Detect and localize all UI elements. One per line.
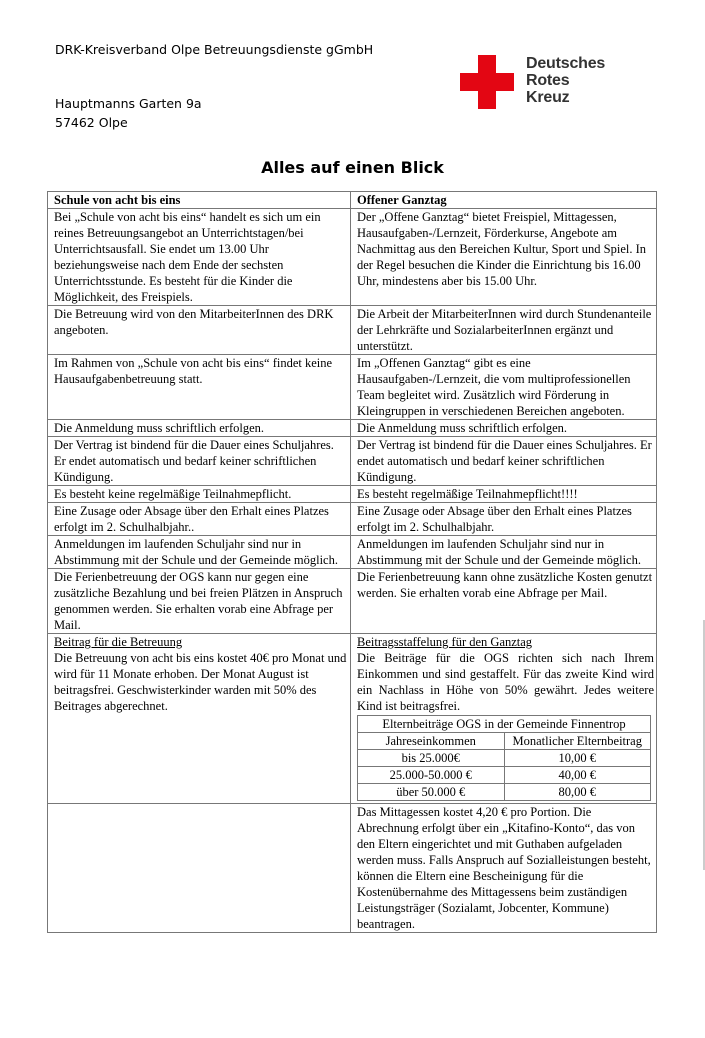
table-row <box>48 420 657 437</box>
table-row <box>48 486 657 503</box>
fee-amount: 10,00 € <box>504 750 651 767</box>
cell-ogs: Der „Offene Ganztag“ bietet Freispiel, Mittagessen, Hausaufgaben-/Lernzeit, Förderkurse, Angebote am Nachmittag aus den Bereichen Kultur, Sport und Spiel. In der Regel besuchen die Kinder die Einrichtung bis 16.00 Uhr, mindestens aber bis 15.00 Uhr. <box>351 209 657 306</box>
cell-ogs: Die Anmeldung muss schriftlich erfolgen. <box>351 420 657 437</box>
fee-table-title: Elternbeiträge OGS in der Gemeinde Finnentrop <box>358 716 651 733</box>
table-row <box>48 355 657 420</box>
fee-row <box>358 750 651 767</box>
address-city: 57462 Olpe <box>55 115 128 130</box>
address-street: Hauptmanns Garten 9a <box>55 96 202 111</box>
cell-ogs: Die Arbeit der MitarbeiterInnen wird durch Stundenanteile der Lehrkräfte und SozialarbeiterInnen ergänzt und unterstützt. <box>351 306 657 355</box>
col-header-ogs: Offener Ganztag <box>351 192 657 209</box>
cell-school: Im Rahmen von „Schule von acht bis eins“ findet keine Hausaufgabenbetreuung statt. <box>48 355 351 420</box>
cell-ogs: Der Vertrag ist bindend für die Dauer eines Schuljahres. Er endet automatisch und bedarf keiner schriftlichen Kündigung. <box>351 437 657 486</box>
cell-school: Die Anmeldung muss schriftlich erfolgen. <box>48 420 351 437</box>
cell-school: Die Betreuung wird von den MitarbeiterInnen des DRK angeboten. <box>48 306 351 355</box>
cell-school: Die Ferienbetreuung der OGS kann nur gegen eine zusätzliche Bezahlung und bei freien Plätzen in Anspruch genommen werden. Sie erhalten vorab eine Abfrage per Mail. <box>48 569 351 634</box>
lunch-row <box>48 804 657 933</box>
cell-ogs: Im „Offenen Ganztag“ gibt es eine Hausaufgaben-/Lernzeit, die vom multiprofessionellen Team begleitet wird. Zusätzlich wird Förderung in Kleingruppen in verschiedenen Bereichen angeboten. <box>351 355 657 420</box>
fee-col-income: Jahreseinkommen <box>358 733 505 750</box>
cell-school: Bei „Schule von acht bis eins“ handelt es sich um ein reines Betreuungsangebot an Unterrichtstagen/bei Unterrichtsausfall. Sie endet um 13.00 Uhr beziehungsweise nach dem Ende der sechsten Unterrichtsstunde. Es besteht für die Kinder die Möglichkeit, des Freispiels. <box>48 209 351 306</box>
logo-line-2: Rotes <box>526 72 570 89</box>
fee-row <box>358 784 651 801</box>
fee-amount: 40,00 € <box>504 767 651 784</box>
fee-col-amount: Monatlicher Elternbeitrag <box>504 733 651 750</box>
cell-ogs: Anmeldungen im laufenden Schuljahr sind nur in Abstimmung mit der Schule und der Gemeinde möglich. <box>351 536 657 569</box>
cell-school: Eine Zusage oder Absage über den Erhalt eines Platzes erfolgt im 2. Schulhalbjahr.. <box>48 503 351 536</box>
ogs-fees-heading: Beitragsstaffelung für den Ganztag <box>357 635 533 649</box>
table-row <box>48 437 657 486</box>
cell-ogs: Es besteht regelmäßige Teilnahmepflicht!!!! <box>351 486 657 503</box>
fees-row <box>48 634 657 804</box>
col-header-school: Schule von acht bis eins <box>48 192 351 209</box>
table-row <box>48 306 657 355</box>
table-row <box>48 209 657 306</box>
cell-school-fees <box>48 634 351 804</box>
school-fees-heading: Beitrag für die Betreuung <box>54 635 183 649</box>
page-title: Alles auf einen Blick <box>261 158 444 177</box>
cell-ogs: Eine Zusage oder Absage über den Erhalt eines Platzes erfolgt im 2. Schulhalbjahr. <box>351 503 657 536</box>
table-row <box>48 536 657 569</box>
table-header-row <box>48 192 657 209</box>
red-cross-icon <box>460 55 514 109</box>
fee-income: 25.000-50.000 € <box>358 767 505 784</box>
cell-school-lunch <box>48 804 351 933</box>
cell-school: Der Vertrag ist bindend für die Dauer eines Schuljahres. Er endet automatisch und bedarf keiner schriftlichen Kündigung. <box>48 437 351 486</box>
fee-row <box>358 767 651 784</box>
fee-income: über 50.000 € <box>358 784 505 801</box>
ogs-fees-text: Die Beiträge für die OGS richten sich nach Ihrem Einkommen und sind gestaffelt. Für das zweite Kind wird ein Nachlass in Höhe von 50% gewährt. Jedes weitere Kind ist beitragsfrei. <box>357 651 654 713</box>
logo-line-3: Kreuz <box>526 89 570 106</box>
table-row <box>48 569 657 634</box>
table-row <box>48 503 657 536</box>
cell-ogs-fees <box>351 634 657 804</box>
cell-school: Es besteht keine regelmäßige Teilnahmepflicht. <box>48 486 351 503</box>
fee-income: bis 25.000€ <box>358 750 505 767</box>
logo-line-1: Deutsches <box>526 55 606 72</box>
school-fees-text: Die Betreuung von acht bis eins kostet 40€ pro Monat und wird für 11 Monate erhoben. Der Monat August ist beitragsfrei. Geschwisterkinder warden mit 50% des Beitrages abgerechnet. <box>54 651 347 713</box>
organization-name: DRK-Kreisverband Olpe Betreuungsdienste gGmbH <box>55 42 374 57</box>
cell-ogs-lunch: Das Mittagessen kostet 4,20 € pro Portion. Die Abrechnung erfolgt über ein „Kitafino-Konto“, das von den Eltern eingerichtet und mit Guthaben aufgeladen werden muss. Falls Anspruch auf Sozialleistungen besteht, können die Eltern eine Bescheinigung für die Kostenübernahme des Mittagessens beim zuständigen Leistungsträger (Sozialamt, Jobcenter, Kommune) beantragen. <box>351 804 657 933</box>
comparison-table <box>47 191 657 933</box>
fee-amount: 80,00 € <box>504 784 651 801</box>
cell-ogs: Die Ferienbetreuung kann ohne zusätzliche Kosten genutzt werden. Sie erhalten vorab eine Abfrage per Mail. <box>351 569 657 634</box>
drk-logo <box>460 55 630 110</box>
cell-school: Anmeldungen im laufenden Schuljahr sind nur in Abstimmung mit der Schule und der Gemeinde möglich. <box>48 536 351 569</box>
fee-scale-table <box>357 715 651 801</box>
